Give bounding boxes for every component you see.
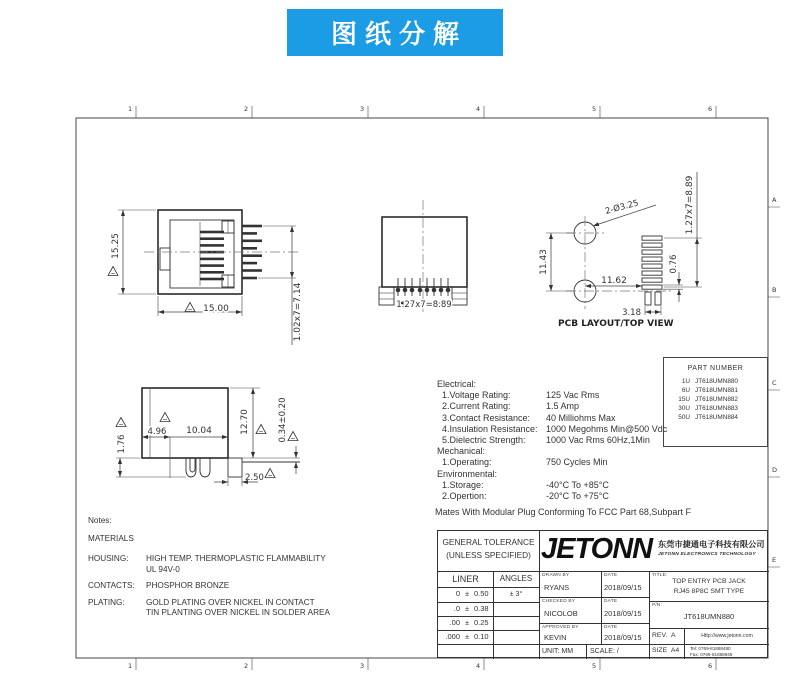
pn-label: P/N:	[652, 603, 663, 608]
zone-number-bottom: 6	[708, 662, 713, 670]
dim-front-width	[158, 296, 242, 316]
company-name-cn: 东莞市捷通电子科技有限公司	[658, 540, 765, 549]
tolerance-row: 0 ± 0.50	[455, 589, 489, 598]
date-label: DATE	[604, 599, 618, 604]
pcb-pads	[642, 236, 662, 289]
zone-number-bottom: 2	[244, 662, 249, 670]
dim-side-standoff	[278, 398, 298, 474]
side-view	[116, 388, 300, 486]
zone-number-bottom: 4	[476, 662, 481, 670]
dim-label: 0.76	[669, 254, 679, 274]
part-number-row: 50U JT618UMN884	[678, 414, 738, 421]
banner-title: 图纸分解	[330, 20, 467, 50]
spec-heading: Mechanical:	[437, 446, 486, 457]
approved-date: 2018/09/15	[604, 633, 642, 642]
unit-cell: UNIT: MM	[542, 648, 574, 655]
checked-by-name: NICOLOB	[544, 609, 578, 618]
dim-label: 11.62	[601, 276, 627, 286]
dim-side-widths	[142, 413, 228, 479]
rev-cell: REV. A	[652, 632, 676, 639]
part-number-row: 30U JT618UMN883	[678, 405, 738, 412]
dim-label: 12.70	[240, 409, 250, 435]
dim-pcb-pad	[663, 255, 683, 302]
zone-number-top: 5	[592, 105, 597, 113]
zone-number-bottom: 5	[592, 662, 597, 670]
front-view	[108, 210, 303, 345]
zone-number-top: 4	[476, 105, 481, 113]
spec-row: 5.Dielectric Strength: 1000 Vac Rms 60Hz,1Min	[442, 435, 650, 446]
spec-row: 3.Contact Resistance: 40 Milliohms Max	[442, 412, 616, 423]
scale-cell: SCALE: /	[590, 648, 619, 655]
website: Http://www.jetonn.com	[701, 633, 753, 639]
dim-label: 4.96	[147, 427, 167, 437]
size-cell: SIZE A4	[652, 647, 680, 654]
dim-label: 11.43	[539, 249, 549, 275]
dim-label: 10.04	[186, 426, 212, 436]
dim-label: 3.18	[622, 308, 641, 318]
notes-title: Notes:	[88, 516, 112, 525]
angles-header: ANGLES	[499, 574, 533, 583]
tolerance-row: .000 ± 0.10	[445, 632, 489, 641]
part-number-row: 1U JT618UMN880	[681, 378, 738, 385]
dim-label: 2.50	[245, 473, 264, 483]
top-view	[379, 200, 467, 312]
spec-heading: Electrical:	[437, 379, 477, 389]
dim-label: 1.27x7=8.89	[396, 300, 452, 310]
spec-row: 1.Voltage Rating: 125 Vac Rms	[442, 390, 600, 401]
dim-pcb-holes	[593, 197, 656, 226]
dim-label: 0.34±0.20	[278, 397, 288, 443]
title-block	[437, 530, 768, 658]
zone-letter: E	[772, 556, 777, 564]
dim-side-post	[214, 469, 275, 487]
tel-fax: Tel: 0769-81888480 Fax: 0769-81888948	[690, 646, 733, 657]
zone-number-bottom: 3	[360, 662, 365, 670]
spec-row: 4.Insulation Resistance: 1000 Megohms Min@500 Vdc	[442, 423, 668, 434]
spec-row: 1.Storage: -40°C To +85°C	[442, 479, 609, 490]
drawing-title: TOP ENTRY PCB JACK RJ45 8P8C SMT TYPE	[672, 578, 746, 595]
part-number-row: 15U JT618UMN882	[678, 396, 738, 403]
part-number-row: 6U JT618UMN881	[681, 387, 738, 394]
drawn-by-label: DRAWN BY	[542, 573, 570, 578]
front-contacts	[200, 231, 224, 281]
notes-block	[88, 516, 368, 625]
note-row: HOUSING: HIGH TEMP. THERMOPLASTIC FLAMMABILITY UL 94V-0	[88, 554, 326, 574]
pcb-view-caption: PCB LAYOUT/TOP VIEW	[558, 319, 674, 329]
liner-header: LINER	[452, 574, 479, 584]
approved-by-label: APPROVED BY	[542, 625, 579, 630]
dim-label: 15.00	[203, 304, 229, 314]
drawn-date: 2018/09/15	[604, 583, 642, 592]
angle-tolerance: ± 3°	[509, 589, 523, 598]
notes-materials: MATERIALS	[88, 533, 134, 543]
spec-footer: Mates With Modular Plug Conforming To FCC Part 68,Subpart F	[435, 507, 691, 518]
spec-row: 2.Current Rating: 1.5 Amp	[442, 401, 580, 412]
dim-side-height	[230, 388, 266, 458]
zone-number-top: 2	[244, 105, 249, 113]
checked-by-label: CHECKED BY	[542, 599, 576, 604]
zone-number-top: 3	[360, 105, 365, 113]
pcb-layout-view	[539, 172, 702, 329]
zone-letter: A	[772, 196, 777, 204]
spec-heading: Environmental:	[437, 468, 498, 479]
drawn-by-name: RYANS	[544, 583, 570, 592]
zone-number-bottom: 1	[128, 662, 133, 670]
company-name-en: JETONN ELECTRONICS TECHNOLOGY	[658, 552, 756, 557]
dim-label: 1.76	[117, 434, 127, 454]
dim-front-pins	[258, 226, 303, 345]
zone-letter: D	[772, 466, 778, 474]
dim-pcb-span-v	[539, 233, 573, 291]
approved-by-name: KEVIN	[544, 633, 567, 642]
tolerance-row: .0 ± 0.38	[453, 604, 489, 613]
dim-label: 1.27x7=8.89	[685, 175, 695, 235]
part-number-title: PART NUMBER	[687, 365, 744, 372]
zone-number-top: 1	[128, 105, 133, 113]
title-label: TITLE:	[652, 573, 668, 578]
note-row: CONTACTS: PHOSPHOR BRONZE	[88, 581, 230, 590]
dim-label: 15.25	[111, 233, 121, 259]
zone-letter: B	[772, 286, 777, 294]
date-label: DATE	[604, 625, 618, 630]
dim-label: 2-Ø3.25	[604, 198, 640, 217]
zone-letter: C	[772, 379, 777, 387]
checked-date: 2018/09/15	[604, 609, 642, 618]
dim-top-pins	[396, 300, 451, 310]
spec-row: 1.Operating: 750 Cycles Min	[442, 457, 608, 468]
part-number-table	[663, 357, 768, 447]
jetonn-logo: JETONN	[541, 533, 653, 565]
dim-pcb-tab	[622, 306, 661, 318]
pn-value: JT618UMN880	[683, 612, 735, 621]
spec-row: 2.Opertion: -20°C To +75°C	[442, 491, 609, 502]
zone-number-top: 6	[708, 105, 713, 113]
note-row: PLATING: GOLD PLATING OVER NICKEL IN CONTACT TIN PLANTING OVER NICKEL IN SOLDER AREA	[88, 597, 330, 617]
dim-label: 1.02x7=7.14	[293, 282, 303, 342]
tolerance-row: .00 ± 0.25	[449, 618, 489, 627]
general-tolerance: GENERAL TOLERANCE (UNLESS SPECIFIED)	[442, 537, 535, 560]
date-label: DATE	[604, 573, 618, 578]
